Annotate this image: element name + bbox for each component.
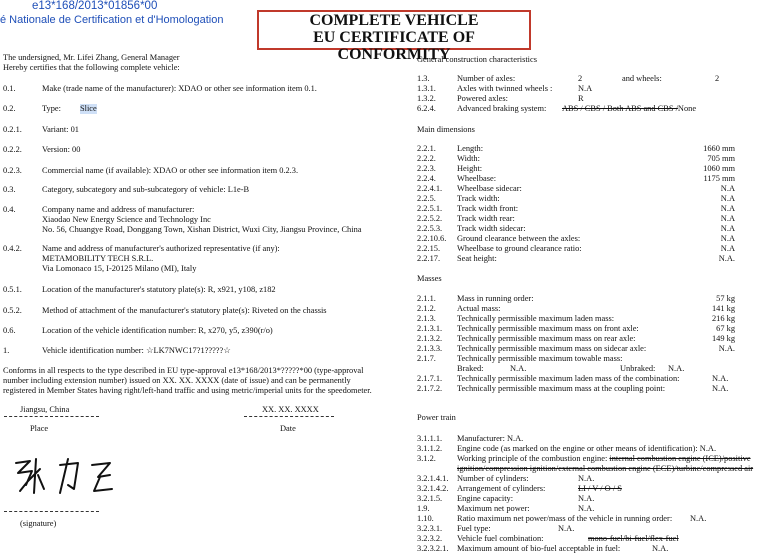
row-num: 2.1.3.1. bbox=[417, 324, 443, 333]
row-num: 6.2.4. bbox=[417, 104, 436, 113]
row-value: N.A. bbox=[718, 254, 735, 263]
pt-principle bbox=[457, 454, 751, 464]
item-num: 1. bbox=[3, 346, 10, 355]
row-num: 3.2.3.1. bbox=[417, 524, 443, 533]
item-manufacturer-address: No. 56, Chuangye Road, Donggang Town, Xishan District, Wuxi City, Jiangsu Province, China bbox=[42, 225, 362, 234]
row-value: N.A bbox=[720, 224, 735, 233]
pt-fuel-type-label: Fuel type: bbox=[457, 524, 491, 533]
row-num: 2.1.7.1. bbox=[417, 374, 443, 383]
item-manufacturer-label: Company name and address of manufacturer: bbox=[42, 205, 195, 214]
item-make: Make (trade name of the manufacturer): XDAO or other see information item 0.1. bbox=[42, 84, 317, 93]
row-value: N.A. bbox=[718, 344, 735, 353]
row-value: 705 mm bbox=[707, 154, 735, 163]
row-label: Technically permissible maximum laden mass: bbox=[457, 314, 615, 323]
item-num: 0.5.1. bbox=[3, 285, 22, 294]
row-label: Wheelbase to ground clearance ratio: bbox=[457, 244, 582, 253]
row-num: 1.9. bbox=[417, 504, 430, 513]
item-num: 0.4.2. bbox=[3, 244, 22, 253]
row-num: 2.2.10.6. bbox=[417, 234, 447, 243]
pt-principle-label: Working principle of the combustion engine: bbox=[457, 454, 608, 463]
row-num: 3.2.1.5. bbox=[417, 494, 443, 503]
pt-principle-struck-2: ignition/compression ignition/external combustion engine (ECE)/turbine/compressed air bbox=[457, 464, 754, 473]
wheels-value: 2 bbox=[715, 74, 720, 83]
row-num: 2.2.5.3. bbox=[417, 224, 443, 233]
conformity-line-1: Conforms in all respects to the type described in EU type-approval e13*168/2013*?????*00 (type-approval bbox=[3, 366, 364, 375]
row-label: Track width sidecar: bbox=[457, 224, 526, 233]
row-num: 2.2.4.1. bbox=[417, 184, 443, 193]
row-num: 3.1.2. bbox=[417, 454, 436, 463]
row-num: 3.2.3.2. bbox=[417, 534, 443, 543]
pt-arrangement-label: Arrangement of cylinders: bbox=[457, 484, 546, 493]
signature-line bbox=[4, 511, 99, 512]
row-label: Technically permissible maximum mass on sidecar axle: bbox=[457, 344, 647, 353]
item-num: 0.4. bbox=[3, 205, 16, 214]
conformity-line-2: number including extension number) issued on XX. XX. XXXX (date of issue) and can be permanently bbox=[3, 376, 351, 385]
row-value: 216 kg bbox=[711, 314, 735, 323]
row-num: 2.2.3. bbox=[417, 164, 436, 173]
row-num: 2.1.7. bbox=[417, 354, 436, 363]
powered-value: R bbox=[578, 94, 584, 103]
braking-value: None bbox=[677, 104, 697, 113]
twinned-value: N.A bbox=[578, 84, 593, 93]
pt-capacity-value: N.A. bbox=[578, 494, 595, 503]
braking-struck: ABS / CBS / Both ABS and CBS / bbox=[562, 104, 678, 113]
date-value: XX. XX. XXXX bbox=[262, 405, 319, 414]
row-num: 3.2.1.4.2. bbox=[417, 484, 449, 493]
row-label: Track width front: bbox=[457, 204, 519, 213]
approval-number: e13*168/2013*01856*00 bbox=[32, 0, 158, 12]
pt-fuel-type-value: N.A. bbox=[558, 524, 575, 533]
row-num: 2.2.4. bbox=[417, 174, 436, 183]
row-value: 67 kg bbox=[716, 324, 735, 333]
row-num: 1.10. bbox=[417, 514, 434, 523]
item-num: 0.3. bbox=[3, 185, 16, 194]
item-num: 0.6. bbox=[3, 326, 16, 335]
place-label: Place bbox=[30, 424, 49, 433]
wheels-label: and wheels: bbox=[622, 74, 662, 83]
row-label: Width: bbox=[457, 154, 480, 163]
row-label: Track width: bbox=[457, 194, 500, 203]
handwritten-signature bbox=[10, 455, 120, 505]
item-num: 0.5.2. bbox=[3, 306, 22, 315]
row-value: 1660 mm bbox=[703, 144, 735, 153]
pt-arrangement-struck: LI / V / O / S bbox=[578, 484, 622, 493]
place-line bbox=[4, 416, 99, 417]
item-commercial-name: Commercial name (if available): XDAO or other see information item 0.2.3. bbox=[42, 166, 299, 175]
row-num: 2.1.2. bbox=[417, 304, 436, 313]
row-value: N.A bbox=[720, 184, 735, 193]
row-num: 3.1.1.2. bbox=[417, 444, 443, 453]
row-value: N.A bbox=[720, 214, 735, 223]
item-num: 0.2. bbox=[3, 104, 16, 113]
row-num: 1.3.1. bbox=[417, 84, 436, 93]
organization-name: é Nationale de Certification et d'Homologation bbox=[0, 14, 224, 26]
pt-fuel-config-label: Vehicle fuel combination: bbox=[457, 534, 544, 543]
row-num: 2.2.5. bbox=[417, 194, 436, 203]
pt-cylinders-label: Number of cylinders: bbox=[457, 474, 529, 483]
intro-line-2: Hereby certifies that the following complete vehicle: bbox=[3, 63, 180, 72]
item-num: 0.2.3. bbox=[3, 166, 22, 175]
item-representative-address: Via Lomonaco 15, I-20125 Milano (MI), Italy bbox=[42, 264, 197, 273]
row-label: Wheelbase: bbox=[457, 174, 497, 183]
title-line-1: COMPLETE VEHICLE bbox=[309, 12, 479, 29]
signature-label: (signature) bbox=[20, 519, 57, 528]
general-heading: General construction characteristics bbox=[417, 55, 537, 64]
row-num: 2.1.3.3. bbox=[417, 344, 443, 353]
pt-ratio-value: N.A. bbox=[690, 514, 707, 523]
pt-engine-code: Engine code (as marked on the engine or other means of identification): N.A. bbox=[457, 444, 717, 453]
row-label: Ground clearance between the axles: bbox=[457, 234, 581, 243]
row-value: 1175 mm bbox=[703, 174, 735, 183]
row-num: 2.1.1. bbox=[417, 294, 436, 303]
pt-ratio-label: Ratio maximum net power/mass of the vehicle in running order: bbox=[457, 514, 673, 523]
pt-cylinders-value: N.A. bbox=[578, 474, 595, 483]
row-num: 3.1.1.1. bbox=[417, 434, 443, 443]
braking-options bbox=[562, 104, 696, 114]
item-version: Version: 00 bbox=[42, 145, 81, 154]
row-value: 149 kg bbox=[711, 334, 735, 343]
pt-net-power-label: Maximum net power: bbox=[457, 504, 530, 513]
item-manufacturer-name: Xiaodao New Energy Science and Technology Inc bbox=[42, 215, 211, 224]
item-plate-attachment: Method of attachment of the manufacturer's statutory plate(s): Riveted on the chassis bbox=[42, 306, 327, 315]
pt-manufacturer: Manufacturer: N.A. bbox=[457, 434, 524, 443]
row-label: Technically permissible maximum towable mass: bbox=[457, 354, 623, 363]
item-type-label: Type: bbox=[42, 104, 61, 113]
unbraked-value: N.A. bbox=[668, 364, 685, 373]
row-value: 141 kg bbox=[711, 304, 735, 313]
item-plate-location: Location of the manufacturer's statutory plate(s): R, x921, y108, z182 bbox=[42, 285, 276, 294]
item-vin: Vehicle identification number: ☆LK7NWC17?1?????☆ bbox=[42, 346, 231, 355]
row-label: Length: bbox=[457, 144, 484, 153]
row-num: 3.2.3.2.1. bbox=[417, 544, 449, 553]
row-num: 2.1.7.2. bbox=[417, 384, 443, 393]
row-num: 2.2.2. bbox=[417, 154, 436, 163]
row-num: 1.3.2. bbox=[417, 94, 436, 103]
dimensions-heading: Main dimensions bbox=[417, 125, 475, 134]
row-label: Mass in running order: bbox=[457, 294, 534, 303]
powertrain-heading: Power train bbox=[417, 413, 456, 422]
row-num: 2.2.5.1. bbox=[417, 204, 443, 213]
conformity-line-3: registered in Member States having right/left-hand traffic and using metric/imperial units for the speedometer. bbox=[3, 386, 372, 395]
row-num: 2.2.1. bbox=[417, 144, 436, 153]
row-num: 3.2.1.4.1. bbox=[417, 474, 449, 483]
unbraked-label: Unbraked: bbox=[620, 364, 656, 373]
date-label: Date bbox=[280, 424, 296, 433]
powered-label: Powered axles: bbox=[457, 94, 508, 103]
item-vin-location: Location of the vehicle identification number: R, x270, y5, z390(r/o) bbox=[42, 326, 273, 335]
item-num: 0.2.1. bbox=[3, 125, 22, 134]
intro-line-1: The undersigned, Mr. Lifei Zhang, General Manager bbox=[3, 53, 180, 62]
date-line bbox=[244, 416, 334, 417]
braking-label: Advanced braking system: bbox=[457, 104, 547, 113]
place-value: Jiangsu, China bbox=[20, 405, 70, 414]
row-value: N.A bbox=[720, 234, 735, 243]
row-value: N.A bbox=[720, 194, 735, 203]
row-label: Technically permissible maximum laden mass of the combination: bbox=[457, 374, 680, 383]
row-value: 1060 mm bbox=[703, 164, 735, 173]
pt-capacity-label: Engine capacity: bbox=[457, 494, 514, 503]
item-num: 0.2.2. bbox=[3, 145, 22, 154]
row-value: N.A. bbox=[712, 374, 729, 383]
row-label: Technically permissible maximum mass on rear axle: bbox=[457, 334, 636, 343]
row-num: 1.3. bbox=[417, 74, 430, 83]
row-label: Technically permissible maximum mass on front axle: bbox=[457, 324, 639, 333]
pt-biofuel-label: Maximum amount of bio-fuel acceptable in fuel: bbox=[457, 544, 621, 553]
row-num: 2.2.15. bbox=[417, 244, 441, 253]
masses-heading: Masses bbox=[417, 274, 442, 283]
pt-biofuel-value: N.A. bbox=[652, 544, 669, 553]
twinned-label: Axles with twinned wheels : bbox=[457, 84, 553, 93]
pt-net-power-value: N.A. bbox=[578, 504, 595, 513]
pt-fuel-config-struck: mono-fuel/bi-fuel/flex-fuel bbox=[588, 534, 679, 543]
row-value: N.A bbox=[720, 204, 735, 213]
axles-label: Number of axles: bbox=[457, 74, 516, 83]
row-label: Actual mass: bbox=[457, 304, 501, 313]
row-label: Wheelbase sidecar: bbox=[457, 184, 522, 193]
title-line-2: EU CERTIFICATE OF CONFORMITY bbox=[313, 29, 475, 63]
item-num: 0.1. bbox=[3, 84, 16, 93]
row-value: N.A bbox=[720, 244, 735, 253]
row-num: 2.2.17. bbox=[417, 254, 441, 263]
row-value: N.A. bbox=[712, 384, 729, 393]
row-num: 2.1.3.2. bbox=[417, 334, 443, 343]
pt-principle-struck-1: internal combustion engine (ICE)/positive bbox=[609, 454, 751, 463]
row-label: Seat height: bbox=[457, 254, 497, 263]
item-variant: Variant: 01 bbox=[42, 125, 79, 134]
item-representative-name: METAMOBILITY TECH S.R.L. bbox=[42, 254, 154, 263]
item-category: Category, subcategory and sub-subcategory of vehicle: L1e-B bbox=[42, 185, 250, 194]
row-label: Technically permissible maximum mass at the coupling point: bbox=[457, 384, 666, 393]
row-num: 2.2.5.2. bbox=[417, 214, 443, 223]
item-type-value[interactable]: Slice bbox=[80, 104, 97, 113]
row-label: Height: bbox=[457, 164, 483, 173]
braked-label: Braked: bbox=[457, 364, 484, 373]
row-label: Track width rear: bbox=[457, 214, 515, 223]
braked-value: N.A. bbox=[510, 364, 527, 373]
axles-value: 2 bbox=[578, 74, 583, 83]
row-value: 57 kg bbox=[716, 294, 735, 303]
item-representative-label: Name and address of manufacturer's authorized representative (if any): bbox=[42, 244, 280, 253]
row-num: 2.1.3. bbox=[417, 314, 436, 323]
